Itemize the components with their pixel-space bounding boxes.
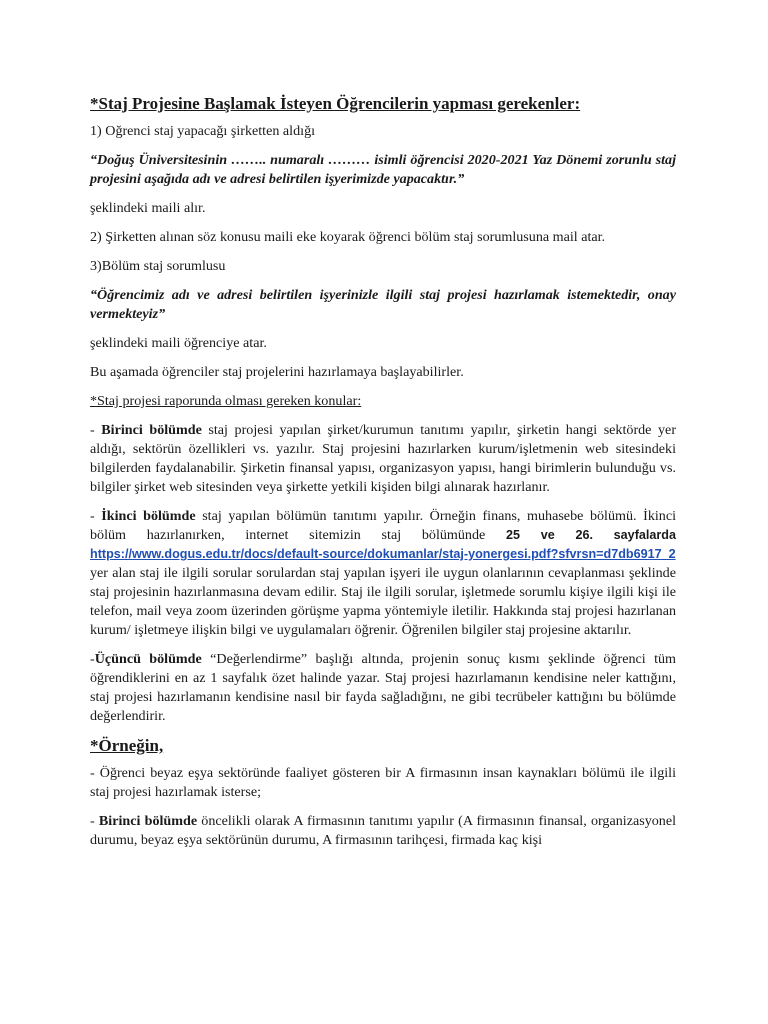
section-2-prefix: - (90, 508, 102, 524)
example-heading: *Örneğin, (90, 736, 164, 755)
topics-heading: *Staj projesi raporunda olması gereken konular: (90, 393, 362, 409)
section-1-prefix: - (90, 422, 102, 438)
example-2-text: öncelikli olarak A firmasının tanıtımı yapılır (A firmasının finansal, organizasyonel durumu, beyaz eşya sektörünün durumu, A firmasının tarihçesi, firmada kaç kişi (90, 813, 677, 848)
section-3-paragraph (90, 650, 676, 726)
stage-text: Bu aşamada öğrenciler staj projelerini hazırlamaya başlayabilirler. (90, 364, 464, 380)
example-2-paragraph (90, 812, 676, 850)
section-3-prefix: - (90, 651, 95, 667)
example-1: - Öğrenci beyaz eşya sektöründe faaliyet gösteren bir A firmasının insan kaynakları bölümü ile ilgili staj projesi hazırlamak isterse; (90, 765, 676, 800)
section-2-paragraph (90, 507, 676, 640)
mail-received-text: şeklindeki maili alır. (90, 200, 206, 216)
staj-yonergesi-link[interactable]: https://www.dogus.edu.tr/docs/default-source/dokumanlar/staj-yonergesi.pdf?sfvrsn=d7db6917_2 (90, 547, 676, 561)
section-1-title: Birinci bölümde (101, 422, 202, 438)
section-2-title: İkinci bölümde (101, 508, 196, 524)
section-3-text: “Değerlendirme” başlığı altında, projenin sonuç kısmı şeklinde öğrenci tüm öğrendiklerini en az 1 sayfalık özet halinde yazar. Staj projesi hazırlamanın kendisine neler kattığını, staj projesi hazırlamanın kendisine nasıl bir fayda sağladığını, ne gibi tecrübeler kattığını bu bölümde değerlendirir. (90, 651, 676, 724)
company-mail-quote: “Doğuş Üniversitesinin …….. numaralı ……… isimli öğrencisi 2020-2021 Yaz Dönemi zorunlu staj projesini aşağıda adı ve adresi belirtilen işyerimizde yapacaktır.” (90, 152, 676, 187)
section-1-text: staj projesi yapılan şirket/kurumun tanıtımı yapılır, şirketin hangi sektörde yer aldığı, sektörün özellikleri vs. yazılır. Staj projesini hazırlarken kurum/işletmenin web sitesindeki bilgilerden faydalanabilir. Şirketin finansal yapısı, organizasyon yapısı, hangi birimlerin bulunduğu vs. bilgiler şirket web sitesinden veya şirkette yetkili kişiden bilgi alınarak hazırlanır. (90, 422, 677, 495)
example-2-prefix: - (90, 813, 99, 829)
section-2-text-2: yer alan staj ile ilgili sorular sorulardan staj yapılan işyeri ile uygun olanlarının cevaplanması şeklinde staj projesinin hazırlanmasına devam edilir. Staj ile ilgili sorular, işletmede sorumlu kişiye ilgili kişi ile telefon, mail veya zoom üzerinden görüşme yapma yöntemiyle iletilir. Hakkında staj projesi hazırlanan kurum/ işletmeye ilişkin bilgi ve uygulamaları öğrenir. Öğrenilen bilgiler staj projesine aktarılır. (90, 565, 676, 638)
example-2-title: Birinci bölümde (98, 813, 198, 829)
approval-mail-quote: “Öğrencimiz adı ve adresi belirtilen işyerinizle ilgili staj projesi hazırlamak istemektedir, onay vermekteyiz” (90, 287, 676, 322)
mail-sent-text: şeklindeki maili öğrenciye atar. (90, 335, 267, 351)
step-2: 2) Şirketten alınan söz konusu maili eke koyarak öğrenci bölüm staj sorumlusuna mail atar. (90, 229, 606, 245)
step-1: 1) Oğrenci staj yapacağı şirketten aldığı (90, 123, 316, 139)
page-title: *Staj Projesine Başlamak İsteyen Öğrencilerin yapması gerekenler: (90, 94, 581, 113)
section-3-title: Üçüncü bölümde (94, 651, 202, 667)
section-2-pages: 25 ve 26. sayfalarda (506, 528, 676, 542)
step-3: 3)Bölüm staj sorumlusu (90, 258, 226, 274)
section-1-paragraph (90, 421, 676, 497)
section-2-text-1: staj yapılan bölümün tanıtımı yapılır. Örneğin finans, muhasebe bölümü. İkinci bölüm hazırlanırken, internet sitemizin staj bölümünde (90, 508, 677, 543)
